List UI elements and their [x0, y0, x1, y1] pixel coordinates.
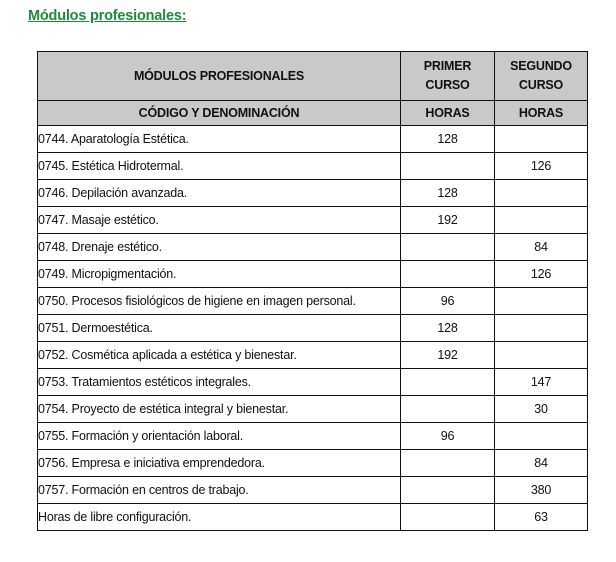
second-hours-header: HORAS — [495, 101, 588, 126]
module-name-cell: 0757. Formación en centros de trabajo. — [38, 477, 401, 504]
first-course-hours-cell: 192 — [401, 207, 495, 234]
module-name-cell: 0751. Dermoestética. — [38, 315, 401, 342]
first-course-hours-cell — [401, 477, 495, 504]
code-name-header: CÓDIGO Y DENOMINACIÓN — [38, 101, 401, 126]
first-course-hours-cell — [401, 153, 495, 180]
first-course-hours-cell: 128 — [401, 315, 495, 342]
second-course-hours-cell: 84 — [495, 234, 588, 261]
module-name-cell: 0756. Empresa e iniciativa emprendedora. — [38, 450, 401, 477]
table-row — [38, 504, 588, 531]
table-row — [38, 369, 588, 396]
second-course-hours-cell: 380 — [495, 477, 588, 504]
modules-table — [37, 51, 588, 531]
second-course-hours-cell — [495, 288, 588, 315]
second-course-header — [495, 52, 588, 101]
first-course-hours-cell: 128 — [401, 180, 495, 207]
second-course-hours-cell: 84 — [495, 450, 588, 477]
second-course-hours-cell: 147 — [495, 369, 588, 396]
first-course-hours-cell — [401, 369, 495, 396]
module-name-cell: 0752. Cosmética aplicada a estética y bienestar. — [38, 342, 401, 369]
first-course-hours-cell — [401, 504, 495, 531]
first-course-hours-cell: 128 — [401, 126, 495, 153]
page-title: Módulos profesionales: — [28, 8, 187, 24]
modules-header: MÓDULOS PROFESIONALES — [38, 52, 401, 101]
module-name-cell: Horas de libre configuración. — [38, 504, 401, 531]
table-row — [38, 450, 588, 477]
first-course-hours-cell: 96 — [401, 423, 495, 450]
second-course-hours-cell — [495, 180, 588, 207]
table-row — [38, 153, 588, 180]
second-course-hours-cell — [495, 315, 588, 342]
module-name-cell: 0745. Estética Hidrotermal. — [38, 153, 401, 180]
table-row — [38, 126, 588, 153]
table-row — [38, 423, 588, 450]
second-course-hours-cell: 30 — [495, 396, 588, 423]
first-course-hours-cell — [401, 261, 495, 288]
module-name-cell: 0755. Formación y orientación laboral. — [38, 423, 401, 450]
first-course-hours-cell — [401, 234, 495, 261]
second-course-hours-cell — [495, 342, 588, 369]
module-name-cell: 0747. Masaje estético. — [38, 207, 401, 234]
first-course-line2: CURSO — [425, 78, 470, 92]
table-row — [38, 180, 588, 207]
table-header-row — [38, 52, 588, 101]
first-course-header — [401, 52, 495, 101]
module-name-cell: 0749. Micropigmentación. — [38, 261, 401, 288]
second-course-hours-cell: 63 — [495, 504, 588, 531]
table-subheader-row — [38, 101, 588, 126]
module-name-cell: 0748. Drenaje estético. — [38, 234, 401, 261]
table-row — [38, 261, 588, 288]
first-course-hours-cell — [401, 396, 495, 423]
first-hours-header: HORAS — [401, 101, 495, 126]
table-row — [38, 288, 588, 315]
second-course-line2: CURSO — [518, 78, 564, 92]
table-row — [38, 234, 588, 261]
module-name-cell: 0744. Aparatología Estética. — [38, 126, 401, 153]
modules-table-body — [38, 126, 588, 531]
second-course-hours-cell — [495, 207, 588, 234]
second-course-hours-cell: 126 — [495, 153, 588, 180]
table-row — [38, 315, 588, 342]
module-name-cell: 0754. Proyecto de estética integral y bienestar. — [38, 396, 401, 423]
table-row — [38, 396, 588, 423]
second-course-hours-cell: 126 — [495, 261, 588, 288]
module-name-cell: 0753. Tratamientos estéticos integrales. — [38, 369, 401, 396]
table-row — [38, 342, 588, 369]
second-course-hours-cell — [495, 126, 588, 153]
module-name-cell: 0750. Procesos fisiológicos de higiene en imagen personal. — [38, 288, 401, 315]
second-course-hours-cell — [495, 423, 588, 450]
table-row — [38, 477, 588, 504]
module-name-cell: 0746. Depilación avanzada. — [38, 180, 401, 207]
first-course-line1: PRIMER — [423, 59, 472, 73]
second-course-line1: SEGUNDO — [510, 59, 572, 73]
table-row — [38, 207, 588, 234]
first-course-hours-cell — [401, 450, 495, 477]
first-course-hours-cell: 96 — [401, 288, 495, 315]
first-course-hours-cell: 192 — [401, 342, 495, 369]
